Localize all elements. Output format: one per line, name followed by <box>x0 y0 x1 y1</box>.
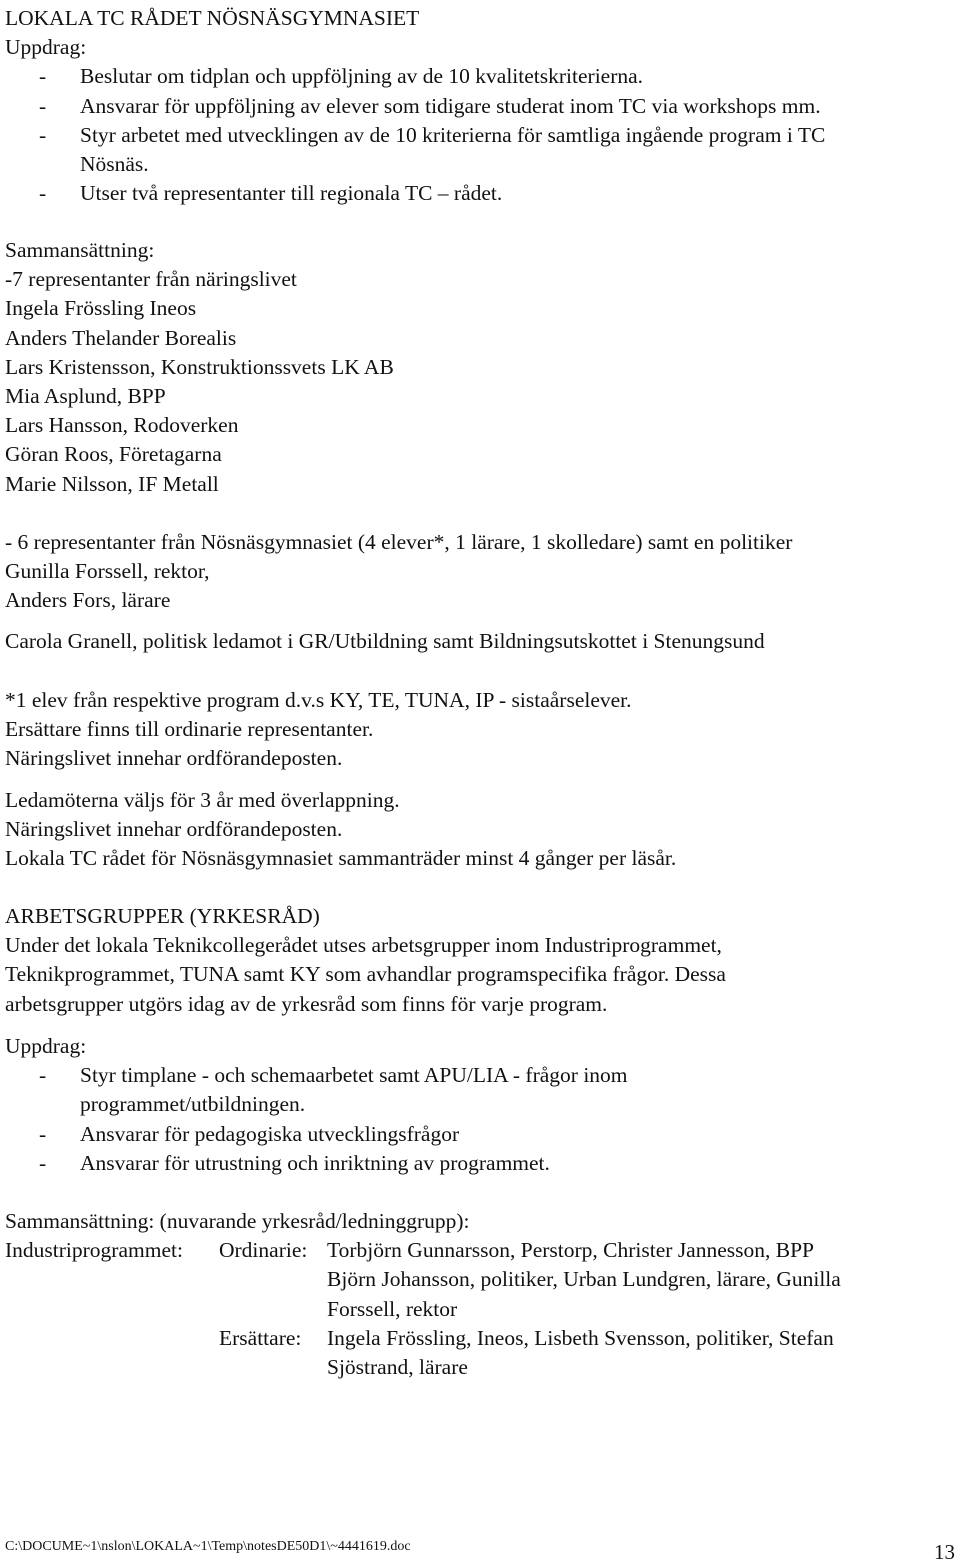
uppdrag-bullet <box>5 179 957 208</box>
note-line: Näringslivet innehar ordförandeposten. <box>5 746 343 771</box>
note-line: Lokala TC rådet för Nösnäsgymnasiet sammanträder minst 4 gånger per läsår. <box>5 846 677 871</box>
footer-file-path: C:\DOCUME~1\nslon\LOKALA~1\Temp\notesDE50D1\~4441619.doc <box>5 1539 411 1554</box>
ersattare-members: Ingela Frössling, Ineos, Lisbeth Svensson, politiker, Stefan <box>327 1325 834 1350</box>
note-line: *1 elev från respektive program d.v.s KY, TE, TUNA, IP - sistaårselever. <box>5 688 632 712</box>
sammansattning-section <box>5 236 957 499</box>
uppdrag-bullet <box>5 92 957 121</box>
uppdrag-heading: Uppdrag: <box>5 1034 87 1058</box>
sammansattning2-section <box>5 1207 957 1382</box>
program-label: Industriprogrammet: <box>5 1238 183 1263</box>
bullet-dash: - <box>39 122 47 147</box>
note-line: Ersättare finns till ordinarie representanter. <box>5 717 374 742</box>
member-item: Anders Fors, lärare <box>5 588 171 613</box>
paragraph-line: Under det lokala Teknikcollegerådet utses arbetsgrupper inom Industriprogrammet, <box>5 933 722 958</box>
rules-section <box>5 786 957 874</box>
school-group-label: - 6 representanter från Nösnäsgymnasiet (4 elever*, 1 lärare, 1 skolledare) samt en politiker <box>5 530 793 554</box>
member-item: Lars Kristensson, Konstruktionssvets LK AB <box>5 354 394 379</box>
paragraph-line: arbetsgrupper utgörs idag av de yrkesråd som finns för varje program. <box>5 991 608 1016</box>
bullet-text: Styr timplane - och schemaarbetet samt APU/LIA - frågor inom <box>80 1063 628 1088</box>
uppdrag-bullet <box>5 121 957 150</box>
bullet-continuation: programmet/utbildningen. <box>80 1092 306 1117</box>
ordinarie-label: Ordinarie: <box>219 1238 308 1263</box>
bullet-text: Beslutar om tidplan och uppföljning av de 10 kvalitetskriterierna. <box>80 64 644 89</box>
bullet-dash: - <box>39 64 47 89</box>
sammansattning-heading: Sammansättning: <box>5 238 155 262</box>
bullet-text: Styr arbetet med utvecklingen av de 10 kriterierna för samtliga ingående program i TC <box>80 122 826 147</box>
arbetsgrupper-heading: ARBETSGRUPPER (YRKESRÅD) <box>5 904 320 928</box>
member-item: Marie Nilsson, IF Metall <box>5 471 219 496</box>
ersattare-row <box>5 1324 957 1353</box>
bullet-text: Ansvarar för utrustning och inriktning av programmet. <box>80 1150 550 1175</box>
industry-group-label: -7 representanter från näringslivet <box>5 267 297 292</box>
uppdrag-bullet <box>5 1061 957 1090</box>
intro-section <box>5 4 957 208</box>
ersattare-label: Ersättare: <box>219 1325 302 1350</box>
member-item: Mia Asplund, BPP <box>5 383 166 408</box>
document-title: LOKALA TC RÅDET NÖSNÄSGYMNASIET <box>5 6 420 30</box>
ordinarie-continuation: Forssell, rektor <box>327 1296 458 1321</box>
school-group-section <box>5 528 957 616</box>
page-number: 13 <box>934 1540 955 1564</box>
bullet-text: Ansvarar för pedagogiska utvecklingsfrågor <box>80 1121 460 1146</box>
member-item: Göran Roos, Företagarna <box>5 442 222 467</box>
paragraph-line: Teknikprogrammet, TUNA samt KY som avhandlar programspecifika frågor. Dessa <box>5 962 726 987</box>
uppdrag-heading: Uppdrag: <box>5 35 87 60</box>
uppdrag-bullet <box>5 1120 957 1149</box>
ordinarie-continuation: Björn Johansson, politiker, Urban Lundgren, lärare, Gunilla <box>327 1267 841 1292</box>
member-item: Gunilla Forssell, rektor, <box>5 559 210 584</box>
uppdrag-bullet <box>5 1149 957 1178</box>
bullet-text: Ansvarar för uppföljning av elever som tidigare studerat inom TC via workshops mm. <box>80 93 821 118</box>
bullet-dash: - <box>39 1150 47 1175</box>
note-line: Näringslivet innehar ordförandeposten. <box>5 817 343 842</box>
bullet-dash: - <box>39 1063 47 1088</box>
notes-section <box>5 686 957 774</box>
bullet-dash: - <box>39 1121 47 1146</box>
member-item: Ingela Frössling Ineos <box>5 296 197 321</box>
note-line: Ledamöterna väljs för 3 år med överlappning. <box>5 788 400 812</box>
bullet-continuation: Nösnäs. <box>80 151 149 176</box>
arbetsgrupper-section <box>5 902 957 1019</box>
member-item: Anders Thelander Borealis <box>5 325 237 350</box>
sammansattning-heading: Sammansättning: (nuvarande yrkesråd/ledninggrupp): <box>5 1209 470 1233</box>
politician-item: Carola Granell, politisk ledamot i GR/Utbildning samt Bildningsutskottet i Stenungsund <box>5 629 765 653</box>
bullet-dash: - <box>39 181 47 206</box>
ordinarie-members: Torbjörn Gunnarsson, Perstorp, Christer Jannesson, BPP <box>327 1238 815 1263</box>
uppdrag-bullet <box>5 62 957 91</box>
ordinarie-row <box>5 1236 957 1265</box>
ersattare-continuation: Sjöstrand, lärare <box>327 1354 468 1379</box>
bullet-text: Utser två representanter till regionala TC – rådet. <box>80 181 503 206</box>
bullet-dash: - <box>39 93 47 118</box>
politician-section <box>5 627 957 656</box>
member-item: Lars Hansson, Rodoverken <box>5 413 239 438</box>
uppdrag2-section <box>5 1032 957 1178</box>
